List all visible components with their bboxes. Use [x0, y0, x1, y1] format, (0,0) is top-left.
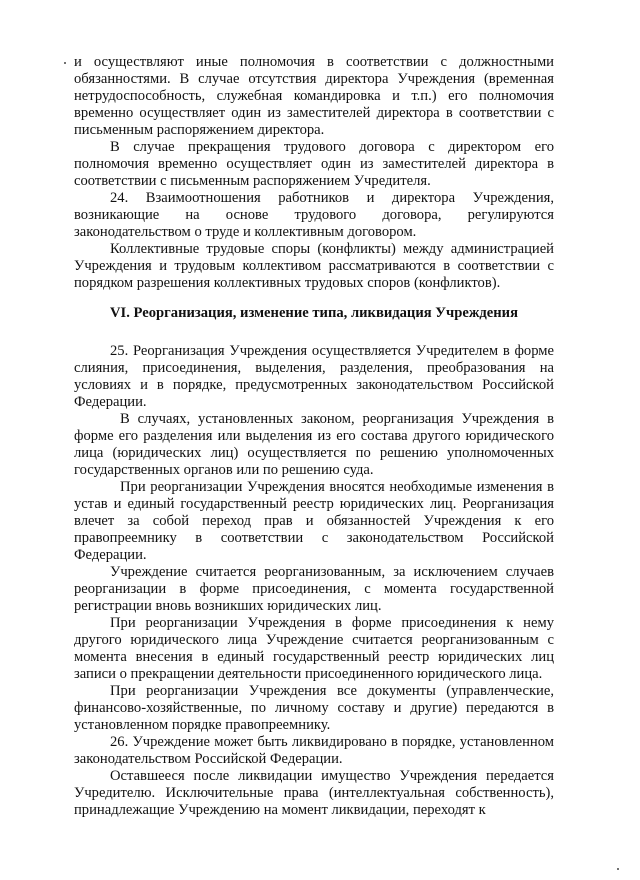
section-heading: VI. Реорганизация, изменение типа, ликвидация Учреждения: [110, 305, 518, 321]
paragraph: В случаях, установленных законом, реорганизация Учреждения в форме его разделения или выделения из его состава другого юридического лица (юридических лиц) осуществляется по решению уполномоченных государственных органов или по решению суда.: [74, 411, 554, 478]
paragraph: При реорганизации Учреждения вносятся необходимые изменения в устав и единый государственный реестр юридических лиц. Реорганизация влечет за собой переход прав и обязанностей Учреждения к его правопреемнику в соответствии с законодательством Российской Федерации.: [74, 479, 554, 563]
paragraph-item-24: 24. Взаимоотношения работников и директора Учреждения, возникающие на основе трудового договора, регулируются законодательством о труде и коллективным договором.: [74, 190, 554, 240]
paragraph: Оставшееся после ликвидации имущество Учреждения передается Учредителю. Исключительные права (интеллектуальная собственность), принадлежащие Учреждению на момент ликвидации, переходят к: [74, 768, 554, 818]
paragraph-item-26: 26. Учреждение может быть ликвидировано в порядке, установленном законодательством Российской Федерации.: [74, 734, 554, 767]
paragraph-item-25: 25. Реорганизация Учреждения осуществляется Учредителем в форме слияния, присоединения, выделения, разделения, преобразования на условиях и в порядке, предусмотренных законодательством Российской Федерации.: [74, 343, 554, 410]
paragraph: и осуществляют иные полномочия в соответствии с должностными обязанностями. В случае отсутствия директора Учреждения (временная нетрудоспособность, служебная командировка и т.п.) его полномочия временно осуществляет один из заместителей директора в соответствии с письменным распоряжением директора.: [74, 54, 554, 138]
scan-speck: [64, 62, 66, 64]
scan-speck: [617, 868, 619, 870]
paragraph: При реорганизации Учреждения все документы (управленческие, финансово-хозяйственные, по личному составу и другие) передаются в установленном порядке правопреемнику.: [74, 683, 554, 733]
paragraph: Учреждение считается реорганизованным, за исключением случаев реорганизации в форме присоединения, с момента государственной регистрации вновь возникших юридических лиц.: [74, 564, 554, 614]
paragraph: Коллективные трудовые споры (конфликты) между администрацией Учреждения и трудовым коллективом рассматриваются в соответствии с порядком разрешения коллективных трудовых споров (конфликтов).: [74, 241, 554, 291]
paragraph: В случае прекращения трудового договора с директором его полномочия временно осуществляет один из заместителей директора в соответствии с письменным распоряжением Учредителя.: [74, 139, 554, 189]
paragraph: При реорганизации Учреждения в форме присоединения к нему другого юридического лица Учреждение считается реорганизованным с момента внесения в единый государственный реестр юридических лиц записи о прекращении деятельности присоединенного юридического лица.: [74, 615, 554, 682]
